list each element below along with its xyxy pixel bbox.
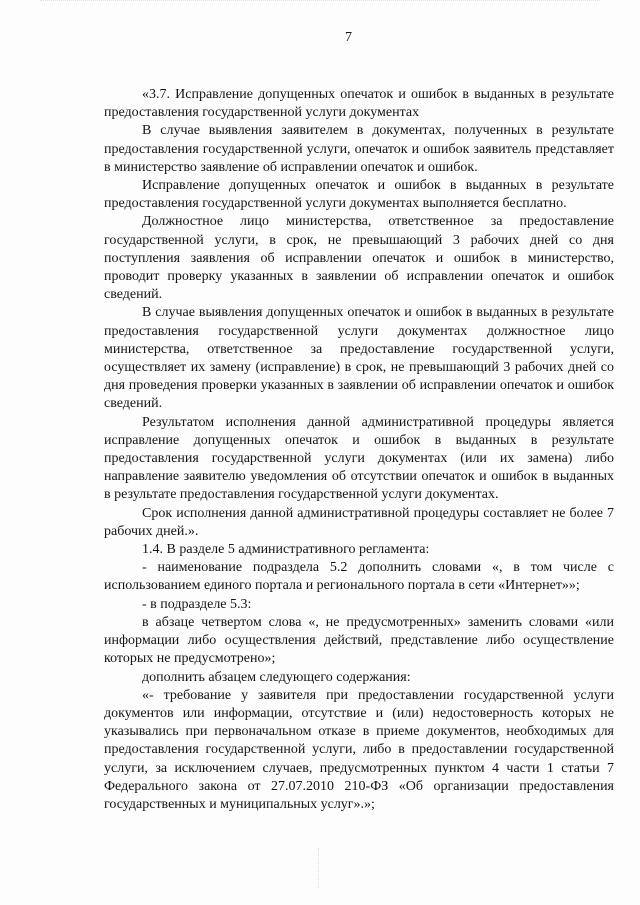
paragraph: В случае выявления заявителем в документах, полученных в результате предоставления государственной услуги, опечаток и ошибок заявитель представляет в министерство заявление об исправлении опечаток и ошибок. xyxy=(104,123,614,175)
document-body xyxy=(104,86,614,814)
paragraph: в абзаце четвертом слова «, не предусмотренных» заменить словами «или информации либо осуществления действий, представление либо осуществление которых не предусмотрено»; xyxy=(104,614,614,667)
paragraph: 1.4. В разделе 5 административного регламента: xyxy=(142,542,430,558)
scan-edge-artifact xyxy=(40,0,600,13)
paragraph: Исправление допущенных опечаток и ошибок в выданных в результате предоставления государственной услуги документах выполняется бесплатно. xyxy=(104,178,614,212)
paragraph: В случае выявления допущенных опечаток и ошибок в выданных в результате предоставления государственной услуги документах должностное лицо министерства, ответственное за предоставление государственной услуги, осуществляет их замену (исправление) в срок, не превышающий 3 рабочих дней со дня проведения проверки указанных в заявлении об исправлении опечаток и ошибок сведений. xyxy=(104,305,614,412)
paragraph: - в подразделе 5.3: xyxy=(142,596,252,612)
paragraph: Результатом исполнения данной административной процедуры является исправление допущенных опечаток и ошибок в выданных в результате предоставления государственной услуги документах (или их замена) либо направление заявителю уведомления об отсутствии опечаток и ошибок в выданных в результате предоставления государственной услуги документах. xyxy=(104,414,614,503)
page-number: 7 xyxy=(345,30,352,45)
paragraph: «- требование у заявителя при предоставлении государственной услуги документов или информации, отсутствие и (или) недостоверность которых не указывались при первоначальном отказе в приеме документов, необходимых для предоставления государственной услуги, либо в предоставлении государственной услуги, за исключением случаев, предусмотренных пунктом 4 части 1 статьи 7 Федерального закона от 27.07.2010 210-ФЗ «Об организации предоставления государственных и муниципальных услуг».»; xyxy=(104,687,614,812)
paragraph: - наименование подраздела 5.2 дополнить словами «, в том числе с использованием единого портала и регионального портала в сети «Интернет»»; xyxy=(104,560,614,594)
paragraph: дополнить абзацем следующего содержания: xyxy=(142,669,411,685)
scan-fold-artifact xyxy=(318,848,321,888)
paragraph: Должностное лицо министерства, ответственное за предоставление государственной услуги, в срок, не превышающий 3 рабочих дней со дня поступления заявления об исправлении опечаток и ошибок в министерство, проводит проверку указанных в заявлении об исправлении опечаток и ошибок сведений. xyxy=(104,214,614,303)
section-heading: «3.7. Исправление допущенных опечаток и ошибок в выданных в результате предоставления государственной услуги документах xyxy=(104,87,614,121)
paragraph: Срок исполнения данной административной процедуры составляет не более 7 рабочих дней.». xyxy=(104,505,614,539)
